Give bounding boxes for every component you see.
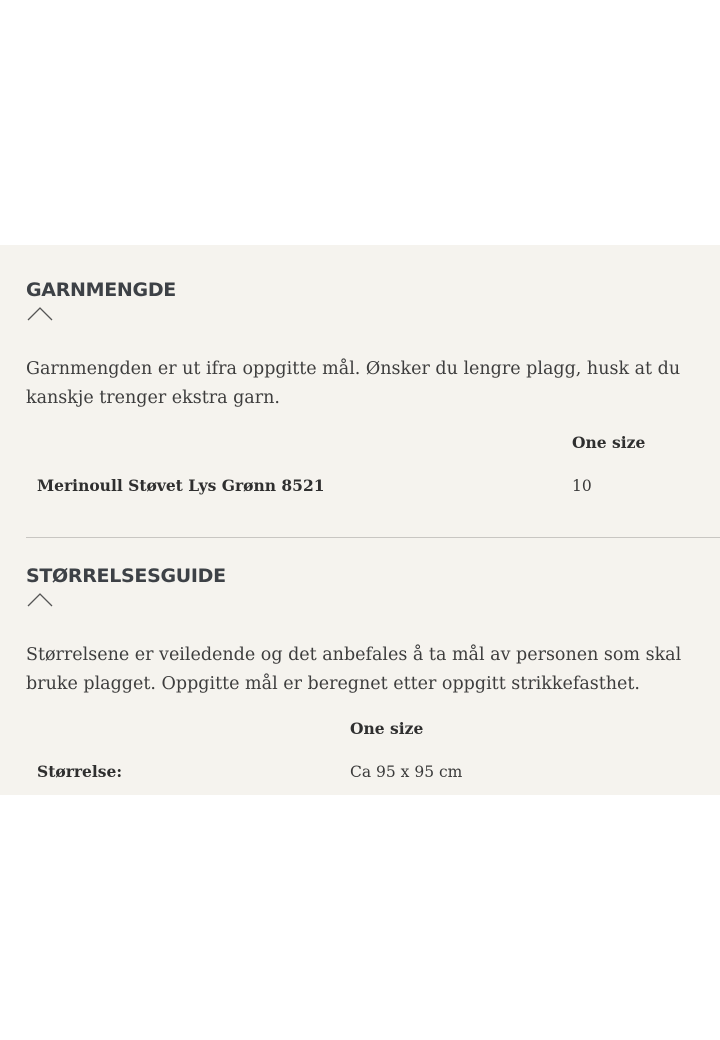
- garnmengde-row-value: 10: [572, 477, 592, 495]
- chevron-up-icon[interactable]: [27, 305, 53, 321]
- garnmengde-section: [26, 277, 720, 495]
- garnmengde-intro: Garnmengden er ut ifra oppgitte mål. Ønsker du lengre plagg, husk at du kanskje trenger ekstra garn.: [26, 359, 681, 408]
- storrelsesguide-intro: Størrelsene er veiledende og det anbefales å ta mål av personen som skal bruke plagget. Oppgitte mål er beregnet etter oppgitt strikkefasthet.: [26, 645, 682, 694]
- garnmengde-column-header: One size: [572, 433, 646, 452]
- garnmengde-row-label: Merinoull Støvet Lys Grønn 8521: [37, 476, 325, 495]
- garnmengde-heading[interactable]: GARNMENGDE: [26, 279, 176, 301]
- storrelsesguide-section: [26, 563, 720, 781]
- product-info-panel: [0, 245, 720, 795]
- storrelsesguide-row-label: Størrelse:: [37, 762, 123, 781]
- chevron-up-icon[interactable]: [27, 591, 53, 607]
- storrelsesguide-column-header: One size: [350, 719, 424, 738]
- section-divider: [26, 537, 720, 538]
- storrelsesguide-heading[interactable]: STØRRELSESGUIDE: [26, 565, 226, 587]
- storrelsesguide-row-value: Ca 95 x 95 cm: [350, 763, 463, 781]
